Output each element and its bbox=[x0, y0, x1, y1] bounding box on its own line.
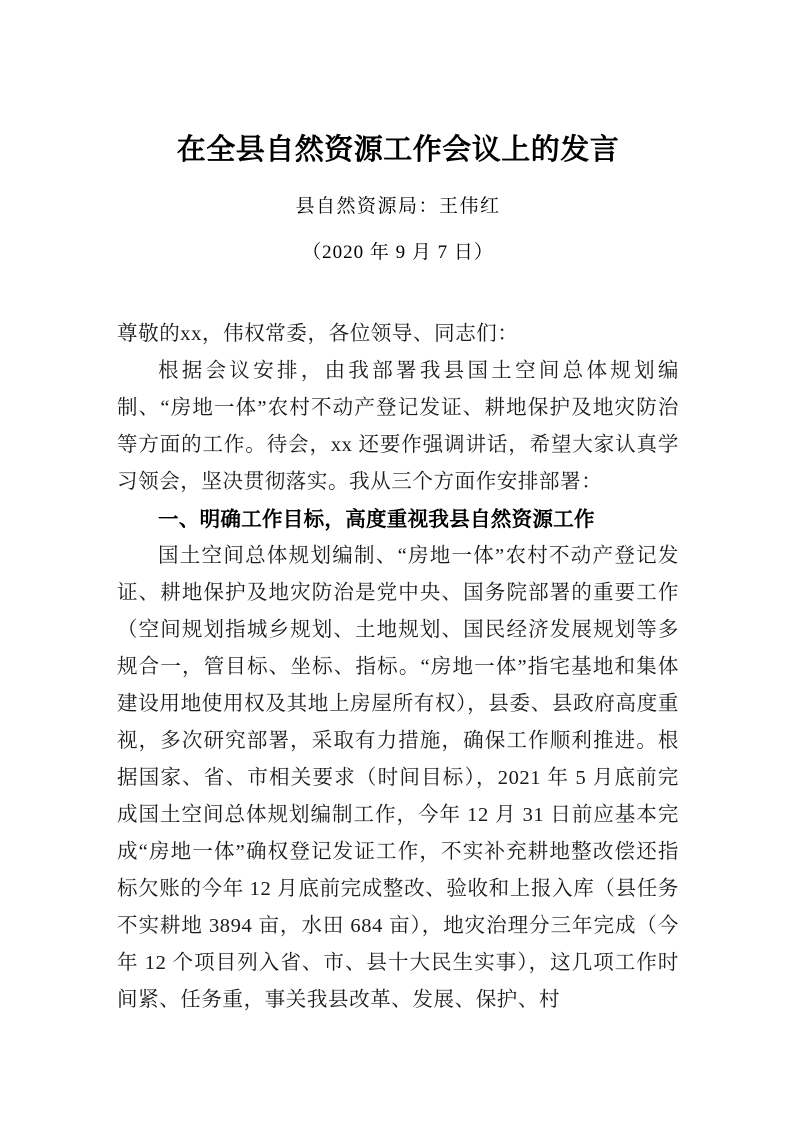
salutation-paragraph: 尊敬的xx，伟权常委，各位领导、同志们： bbox=[117, 323, 519, 345]
document-body bbox=[117, 268, 679, 1019]
document-author-line: 县自然资源局：王伟红 bbox=[295, 196, 501, 217]
section-heading-one: 一、明确工作目标，高度重视我县自然资源工作 bbox=[158, 507, 595, 531]
section-one-paragraph: 国土空间总体规划编制、“房地一体”农村不动产登记发证、耕地保护及地灾防治是党中央、国务院部署的重要工作（空间规划指城乡规划、土地规划、国民经济发展规划等多规合一，管目标、坐标、指标。“房地一体”指宅基地和集体建设用地使用权及其地上房屋所有权），县委、县政府高度重视，多次研究部署，采取有力措施，确保工作顺利推进。根据国家、省、市相关要求（时间目标），2021 年 5 月底前完成国土空间总体规划编制工作，今年 12 月 31 日前应基本完成“房地一体”确权登记发证工作，不实补充耕地整改偿还指标欠账的今年 12 月底前完成整改、验收和上报入库（县任务不实耕地 3894 亩，水田 684 亩），地灾治理分三年完成（今年 12 个项目列入省、市、县十大民生实事），这几项工作时间紧、任务重，事关我县改革、发展、保护、村 bbox=[117, 545, 679, 1011]
document-content bbox=[117, 0, 679, 1019]
page-title: 在全县自然资源工作会议上的发言 bbox=[176, 132, 620, 166]
intro-paragraph: 根据会议安排，由我部署我县国土空间总体规划编制、“房地一体”农村不动产登记发证、耕地保护及地灾防治等方面的工作。待会，xx 还要作强调讲话，希望大家认真学习领会，坚决贯彻落实。我从三个方面作安排部署： bbox=[117, 360, 679, 493]
document-date-line: （2020 年 9 月 7 日） bbox=[302, 242, 494, 263]
